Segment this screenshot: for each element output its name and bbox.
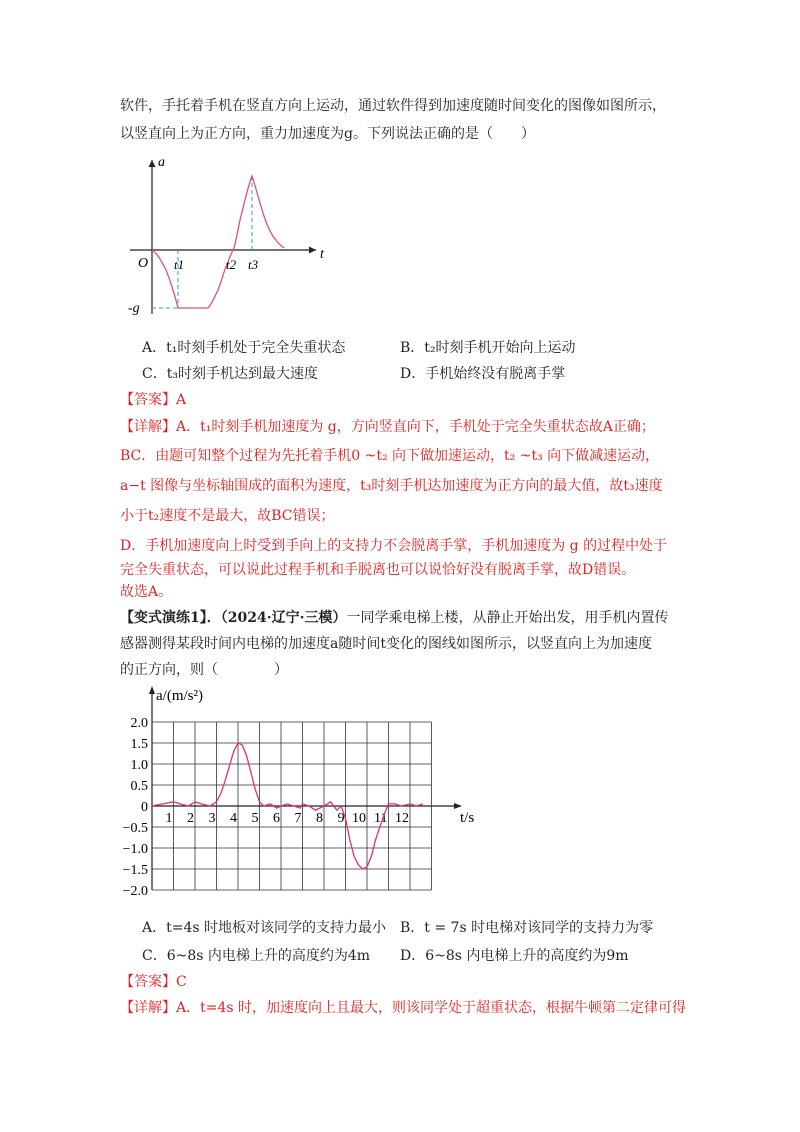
q2-y-tick-label: 1.5 [130,737,148,752]
q1-axis-t: t [320,247,324,262]
q2-y-tick-label: 0 [141,800,148,815]
q2-x-ticks [166,811,410,826]
q1-explain-line3: a−t 图像与坐标轴围成的面积为速度，t₃时刻手机达加速度为正方向的最大值，故t₃速度 [120,478,663,494]
q2-stem-rest: 一同学乘电梯上楼，从静止开始出发，用手机内置传 [346,610,669,626]
q1-axis-a: a [158,155,165,170]
q1-explain-line6: 完全失重状态，可以说此过程手机和手脱离也可以说恰好没有脱离手掌，故D错误。 [120,562,636,578]
q1-option-c: C．t₃时刻手机达到最大速度 [142,366,318,382]
q2-x-tick-label: 9 [337,811,345,826]
q1-t3-label: t3 [248,257,259,272]
q2-explain-line1: 【详解】A．t=4s 时，加速度向上且最大，则该同学处于超重状态，根据牛顿第二定律可得 [120,1000,687,1016]
q1-answer: 【答案】A [120,392,187,408]
q2-answer: 【答案】C [120,974,187,990]
q2-y-tick-label: −0.5 [122,821,148,836]
q2-option-a: A．t=4s 时地板对该同学的支持力最小 [142,920,387,936]
q1-stem-line2: 以竖直向上为正方向，重力加速度为g。下列说法正确的是（ ） [120,126,535,142]
q2-x-tick-label: 12 [395,811,409,826]
q1-option-d: D．手机始终没有脱离手掌 [400,366,566,382]
q2-ylabel: a/(m/s²) [156,688,203,704]
q2-x-tick-label: 6 [273,811,280,826]
q2-y-tick-label: −1.5 [122,863,148,878]
q2-x-tick-label: 11 [374,811,388,826]
q2-option-b: B．t = 7s 时电梯对该同学的支持力为零 [400,920,654,936]
q2-x-tick-label: 10 [352,811,366,826]
q2-stem-line3: 的正方向，则（ ） [120,662,288,678]
q1-origin: O [138,256,149,271]
q1-explain-line2: BC．由题可知整个过程为先托着手机0 ~t₂ 向下做加速运动，t₂ ~t₃ 向下做减速运动， [120,448,660,464]
q2-x-tick-label: 7 [294,811,302,826]
q2-stem-line2: 感器测得某段时间内电梯的加速度a随时间t变化的图线如图所示，以竖直向上为加速度 [120,636,652,652]
q1-t2-label: t2 [226,257,237,272]
q1-option-b: B．t₂时刻手机开始向上运动 [400,340,576,356]
q1-figure [120,152,350,327]
q1-stem-line1: 软件，手托着手机在竖直方向上运动，通过软件得到加速度随时间变化的图像如图所示， [120,98,666,114]
q2-y-arrow [149,686,155,694]
q2-x-tick-label: 5 [251,811,259,826]
q2-chart [112,684,492,904]
q1-neg-g: -g [128,301,140,316]
q2-x-tick-label: 8 [316,811,323,826]
q1-explain-line1: 【详解】A．t₁时刻手机加速度为 g，方向竖直向下，手机处于完全失重状态故A正确； [120,419,655,435]
q1-explain-line5: D．手机加速度向上时受到手向上的支持力不会脱离手掌，手机加速度为 g 的过程中处于 [120,538,668,554]
q2-y-tick-label: −1.0 [122,842,148,857]
q2-x-tick-label: 4 [230,811,237,826]
q1-curve [152,176,284,308]
q2-y-tick-label: 0.5 [130,779,148,794]
q2-x-tick-label: 2 [187,811,194,826]
q1-explain-line7: 故选A。 [120,584,173,600]
q1-t1-label: t1 [174,257,185,272]
q2-stem-line1 [120,608,668,628]
q2-option-d: D．6~8s 内电梯上升的高度约为9m [400,948,629,964]
q2-x-arrow [454,803,462,809]
q2-y-ticks [123,716,148,899]
q2-option-c: C．6~8s 内电梯上升的高度约为4m [142,948,371,964]
q2-x-tick-label: 3 [208,811,216,826]
q1-explain-line4: 小于t₂速度不是最大，故BC错误； [120,508,335,524]
q2-x-tick-label: 1 [165,811,173,826]
q2-source: （2024·辽宁·三模） [220,610,347,626]
q2-tag: 【变式演练1】． [120,610,221,626]
q1-option-a: A．t₁时刻手机处于完全失重状态 [142,340,346,356]
q2-y-tick-label: −2.0 [122,884,148,899]
q2-y-tick-label: 2.0 [130,716,148,731]
q2-y-tick-label: 1.0 [130,758,148,773]
q2-xlabel: t/s [460,810,475,826]
